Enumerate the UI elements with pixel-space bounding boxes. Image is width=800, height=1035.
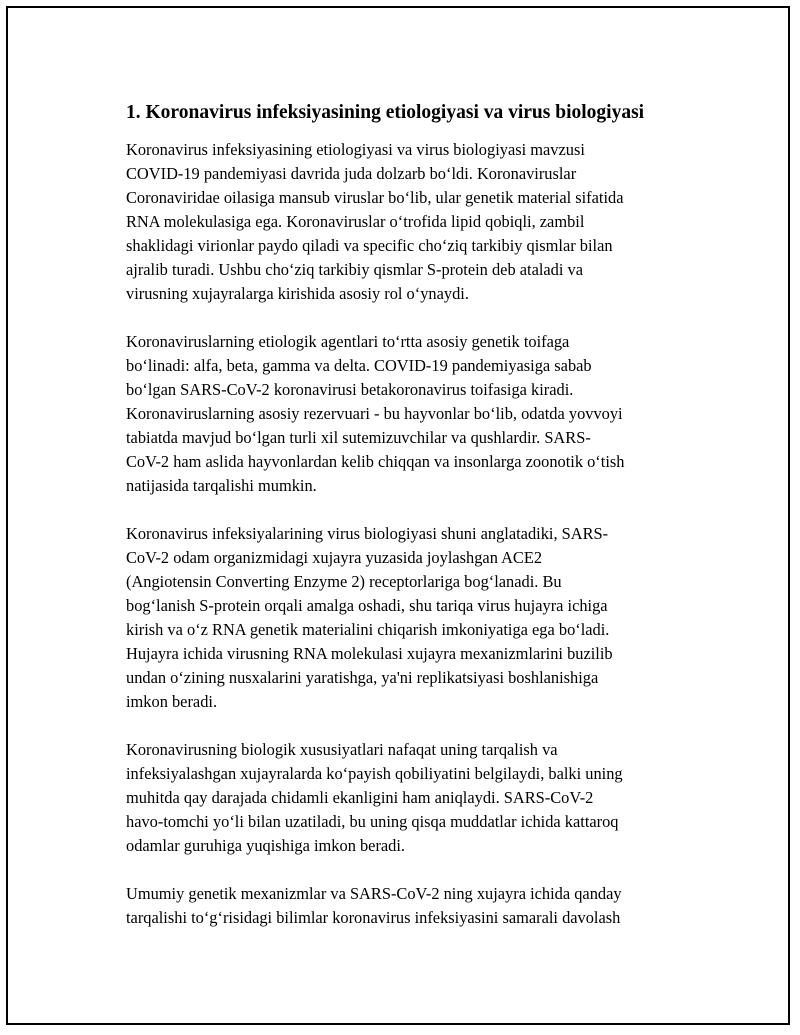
text-line: bo‘linadi: alfa, beta, gamma va delta. COVID-19 pandemiyasiga sabab <box>126 356 592 375</box>
text-line: tarqalishi to‘g‘risidagi bilimlar koronavirus infeksiyasini samarali davolash <box>126 908 621 927</box>
text-line: odamlar guruhiga yuqishiga imkon beradi. <box>126 836 406 855</box>
text-line: CoV-2 odam organizmidagi xujayra yuzasida joylashgan ACE2 <box>126 548 543 567</box>
text-line: virusning xujayralarga kirishida asosiy rol o‘ynaydi. <box>126 284 469 303</box>
paragraph-genetic-mechanisms <box>126 882 698 930</box>
paragraph-biological-properties <box>126 738 698 858</box>
text-line: tabiatda mavjud bo‘lgan turli xil sutemizuvchilar va qushlardir. SARS- <box>126 428 591 447</box>
section-heading: 1. Koronavirus infeksiyasining etiologiyasi va virus biologiyasi <box>126 102 645 123</box>
text-line: Hujayra ichida virusning RNA molekulasi xujayra mexanizmlarini buzilib <box>126 644 613 663</box>
text-line: Coronaviridae oilasiga mansub viruslar bo‘lib, ular genetik material sifatida <box>126 188 624 207</box>
text-line: undan o‘zining nusxalarini yaratishga, ya'ni replikatsiyasi boshlanishiga <box>126 668 599 687</box>
text-line: infeksiyalashgan xujayralarda ko‘payish qobiliyatini belgilaydi, balki uning <box>126 764 623 783</box>
text-line: Koronaviruslarning asosiy rezervuari - bu hayvonlar bo‘lib, odatda yovvoyi <box>126 404 623 423</box>
text-line: shaklidagi virionlar paydo qiladi va specific cho‘ziq tarkibiy qismlar bilan <box>126 236 613 255</box>
text-line: RNA molekulasiga ega. Koronaviruslar o‘trofida lipid qobiqli, zambil <box>126 212 585 231</box>
text-line: bog‘lanish S-protein orqali amalga oshadi, shu tariqa virus hujayra ichiga <box>126 596 608 615</box>
text-line: Koronavirus infeksiyalarining virus biologiyasi shuni anglatadiki, SARS- <box>126 524 609 543</box>
text-line: Umumiy genetik mexanizmlar va SARS-CoV-2 ning xujayra ichida qanday <box>126 884 622 903</box>
page-frame <box>6 6 790 1025</box>
text-line: natijasida tarqalishi mumkin. <box>126 476 317 495</box>
text-line: imkon beradi. <box>126 692 218 711</box>
text-line: bo‘lgan SARS-CoV-2 koronavirusi betakoronavirus toifasiga kiradi. <box>126 380 574 399</box>
paragraph-etiologic-agents <box>126 330 698 498</box>
text-line: kirish va o‘z RNA genetik materialini chiqarish imkoniyatiga ega bo‘ladi. <box>126 620 610 639</box>
paragraph-virus-biology <box>126 522 698 714</box>
document-body <box>126 100 698 954</box>
text-line: COVID-19 pandemiyasi davrida juda dolzarb bo‘ldi. Koronaviruslar <box>126 164 577 183</box>
text-line: Koronavirusning biologik xususiyatlari nafaqat uning tarqalish va <box>126 740 558 759</box>
paragraph-etiology-intro <box>126 138 698 306</box>
text-line: (Angiotensin Converting Enzyme 2) receptorlariga bog‘lanadi. Bu <box>126 572 562 591</box>
text-line: Koronaviruslarning etiologik agentlari to‘rtta asosiy genetik toifaga <box>126 332 570 351</box>
text-line: Koronavirus infeksiyasining etiologiyasi va virus biologiyasi mavzusi <box>126 140 585 159</box>
text-line: CoV-2 ham aslida hayvonlardan kelib chiqqan va insonlarga zoonotik o‘tish <box>126 452 625 471</box>
text-line: havo-tomchi yo‘li bilan uzatiladi, bu uning qisqa muddatlar ichida kattaroq <box>126 812 619 831</box>
text-line: ajralib turadi. Ushbu cho‘ziq tarkibiy qismlar S-protein deb ataladi va <box>126 260 583 279</box>
text-line: muhitda qay darajada chidamli ekanligini ham aniqlaydi. SARS-CoV-2 <box>126 788 594 807</box>
